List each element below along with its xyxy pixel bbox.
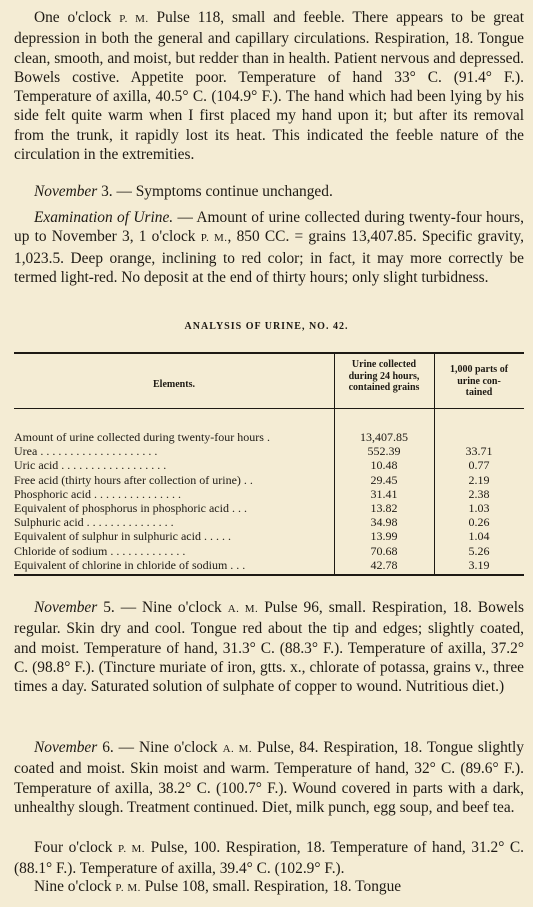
header-urine-collected: Urine collected during 24 hours, contained grains	[348, 359, 420, 393]
header-parts-per-thousand: 1,000 parts of urine con- tained	[449, 364, 509, 398]
row-grains-value: 42.78	[370, 557, 398, 572]
row-element-label: Equivalent of phosphorus in phosphoric acid . . .	[14, 501, 247, 515]
row-grains-value: 13,407.85	[360, 430, 408, 444]
paragraph-urine-exam: Examination of Urine. — Amount of urine collected during twenty-four hours, up to November 3, 1 o'clock P. M., 850 CC. = grains 13,407.85. Specific gravity, 1,023.5. Deep orange, inclining to red color; in fact, it may more correctly be termed light-red. No deposit at the end of thirty hours; only slight turbidness.	[14, 209, 524, 286]
row-grains-value: 552.39	[367, 444, 401, 459]
row-element-label: Equivalent of chlorine in chloride of sodium . . .	[14, 557, 246, 572]
row-grains-value: 10.48	[370, 458, 398, 473]
row-per-thousand-value: 2.19	[468, 472, 490, 487]
row-grains-value: 34.98	[370, 515, 398, 530]
row-element-label: Free acid (thirty hours after collection of urine) . .	[14, 472, 253, 487]
row-per-thousand-value: 0.77	[468, 458, 490, 473]
row-element-label: Equivalent of sulphur in sulphuric acid . . . . .	[14, 529, 231, 544]
header-elements: Elements.	[153, 379, 195, 390]
table-row	[14, 529, 524, 543]
row-per-thousand-value: 0.26	[468, 515, 490, 530]
row-element-label: Uric acid . . . . . . . . . . . . . . . . . .	[14, 458, 167, 473]
row-element-label: Urea . . . . . . . . . . . . . . . . . . . .	[14, 444, 158, 459]
paragraph-nine-pm: Nine o'clock P. M. Pulse 108, small. Respiration, 18. Tongue	[34, 878, 402, 895]
row-grains-value: 13.99	[370, 529, 398, 544]
row-grains-value: 13.82	[370, 501, 398, 515]
table-row	[14, 444, 524, 458]
paragraph-nov3: November 3. — Symptoms continue unchanged.	[34, 183, 333, 200]
table-row	[14, 501, 524, 515]
table-title: ANALYSIS OF URINE, NO. 42.	[184, 321, 349, 332]
row-per-thousand-value: 1.04	[468, 529, 490, 544]
row-element-label: Sulphuric acid . . . . . . . . . . . . . . .	[14, 515, 174, 530]
table-bottom-rule	[14, 574, 524, 576]
row-per-thousand-value: 5.26	[468, 543, 490, 558]
table-row	[14, 473, 524, 487]
paragraph-1: One o'clock P. M. Pulse 118, small and feeble. There appears to be great depression in both the general and capillary circulations. Respiration, 18. Tongue clean, smooth, and moist, but redder than in health. Patient nervous and depressed. Bowels costive. Appetite poor. Temperature of hand 33° C. (91.4° F.). Temperature of axilla, 40.5° C. (104.9° F.). The hand which had been lying by his side felt quite warm when I first placed my hand upon it; but after its removal from the trunk, it rapidly lost its heat. This indicated the feeble nature of the circulation in the extremities.	[14, 9, 524, 164]
header-rule	[14, 408, 524, 409]
table-row	[14, 458, 524, 472]
row-grains-value: 31.41	[370, 486, 398, 501]
paragraph-four-pm: Four o'clock P. M. Pulse, 100. Respiration, 18. Temperature of hand, 31.2° C. (88.1° F.). Temperature of axilla, 39.4° C. (102.9° F.).	[14, 839, 524, 878]
table-row	[14, 544, 524, 558]
table-row	[14, 487, 524, 501]
table-row	[14, 558, 524, 572]
row-per-thousand-value: 33.71	[465, 444, 493, 459]
row-element-label: Chloride of sodium . . . . . . . . . . . . .	[14, 543, 186, 558]
paragraph-nov5: November 5. — Nine o'clock A. M. Pulse 96, small. Respiration, 18. Bowels regular. Skin dry and cool. Tongue red about the tip and edges; slightly coated, and moist. Temperature of hand, 31.3° C. (88.3° F.). Temperature of axilla, 37.2° C. (98.8° F.). (Tincture muriate of iron, gtts. x., chlorate of potassa, grains v., three times a day. Saturated solution of sulphate of copper to wound. Nutritious diet.)	[14, 599, 524, 696]
row-per-thousand-value: 2.38	[468, 486, 490, 501]
row-grains-value: 70.68	[370, 543, 398, 558]
paragraph-nov6: November 6. — Nine o'clock A. M. Pulse, 84. Respiration, 18. Tongue slightly coated and moist. Skin moist and warm. Temperature of hand, 32° C. (89.6° F.). Temperature of axilla, 38.2° C. (100.7° F.). Wound covered in parts with a dark, unhealthy slough. Treatment continued. Diet, milk punch, egg soup, and beef tea.	[14, 739, 525, 816]
row-grains-value: 29.45	[370, 472, 398, 487]
row-per-thousand-value: 3.19	[468, 557, 490, 572]
row-per-thousand-value: 1.03	[468, 501, 490, 515]
row-element-label: Amount of urine collected during twenty-four hours .	[14, 430, 270, 444]
table-row	[14, 515, 524, 529]
row-element-label: Phosphoric acid . . . . . . . . . . . . . . .	[14, 486, 181, 501]
table-row	[14, 430, 524, 444]
table-top-rule	[14, 352, 524, 354]
